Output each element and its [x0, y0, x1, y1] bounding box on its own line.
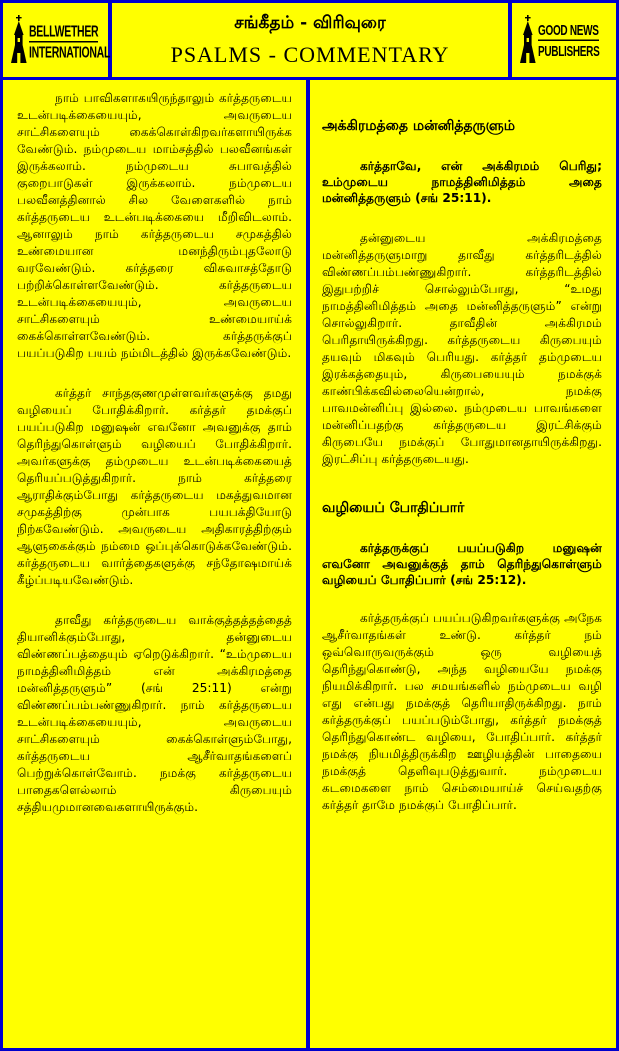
section-heading: வழியைப் போதிப்பார் — [322, 500, 465, 516]
english-title: PSALMS - COMMENTARY — [170, 42, 450, 67]
bellwether-logo-mark — [9, 15, 111, 65]
bellwether-subtitle: INTERNATIONAL — [29, 44, 111, 62]
page-header — [112, 3, 508, 77]
church-steeple-icon — [9, 15, 29, 65]
body-paragraph: நாம் பாவிகளாகயிருந்தாலும் கர்த்தருடைய உடன்படிக்கையையும், அவருடைய சாட்சிகளையும் கைக்கொள்கிறவர்களாயிருக்க வேண்டும். நம்முடைய மாம்சத்தில் பலவீனங்கள் இருக்கலாம். நம்முடைய சுபாவத்தில் குறைபாடுகள் இருக்கலாம். நம்முடைய பலவீனத்தினால் சில வேளைகளில் நாம் கர்த்தருடைய உடன்படிக்கையை மீறிவிடலாம். ஆனாலும் நாம் கர்த்தருடைய சமுகத்தில் உண்மையான மனந்திரும்புதலோடு வரவேண்டும். கர்த்தரை விசுவாசத்தோடு பற்றிக்கொள்ளவேண்டும். கர்த்தருடைய உடன்படிக்கையையும், அவருடைய சாட்சிகளையும் உண்மையாய்க் கைக்கொள்ளவேண்டும். கர்த்தருக்குப் பயப்படுகிற பயம் நம்மிடத்தில் இருக்கவேண்டும். — [17, 91, 292, 360]
section-heading: அக்கிரமத்தை மன்னித்தருளும் — [322, 118, 515, 134]
tamil-title: சங்கீதம் - விரிவுரை — [234, 13, 386, 33]
verse-quote: கர்த்தருக்குப் பயப்படுகிற மனுஷன் எவனோ அவனுக்குத் தாம் தெரிந்துகொள்ளும் வழியைப் போதிப்பார் (சங் 25:12). — [322, 541, 602, 587]
left-column — [3, 80, 306, 1048]
good-news-logo-mark — [518, 15, 612, 65]
good-news-logo — [512, 3, 616, 77]
body-paragraph: தன்னுடைய அக்கிரமத்தை மன்னித்தருளுமாறு தாவீது கர்த்தரிடத்தில் விண்ணப்பம்பண்ணுகிறார். கர்த்தரிடத்தில் இதுபற்றிச் சொல்லும்போது, “உமது நாமத்தினிமித்தம் அதை மன்னித்தருளும்” என்று சொல்லுகிறார். தாவீதின் அக்கிரமம் பெரிதாயிருக்கிறது. கர்த்தருடைய கிருபையும் தயவும் மிகவும் பெரியது. கர்த்தர் தம்முடைய இரக்கத்தையும், கிருபையையும் நமக்குக் காண்பிக்கவில்லையென்றால், நமக்கு பாவமன்னிப்பு இல்லை. நம்முடைய பாவங்களை மன்னிப்பதற்கு கர்த்தருடைய இரட்சிக்கும் கிருபையே நமக்குப் போதுமானதாயிருக்கிறது. இரட்சிப்பு கர்த்தருடையது. — [322, 231, 602, 466]
verse-quote: கர்த்தாவே, என் அக்கிரமம் பெரிது; உம்முடைய நாமத்தினிமித்தம் அதை மன்னித்தருளும் (சங் 25:11). — [322, 159, 602, 205]
good-news-name: GOOD NEWS — [538, 23, 599, 40]
body-paragraph: தாவீது கர்த்தருடைய வாக்குத்தத்தத்தைத் தியானிக்கும்போது, தன்னுடைய விண்ணப்பத்தையும் ஏறெடுக்கிறார். “உம்முடைய நாமத்தினிமித்தம் என் அக்கிரமத்தை மன்னித்தருளும்” (சங் 25:11) என்று விண்ணப்பம்பண்ணுகிறார். நாம் கர்த்தருடைய உடன்படிக்கையையும், அவருடைய சாட்சிகளையும் கைக்கொள்ளும்போது, கர்த்தருடைய ஆசீர்வாதங்களைப் பெற்றுக்கொள்வோம். நமக்கு கர்த்தருடைய பாதைகளெல்லாம் கிருபையும் சத்தியமுமானவைகளாயிருக்கும். — [17, 613, 292, 814]
body-paragraph: கர்த்தருக்குப் பயப்படுகிறவர்களுக்கு அநேக ஆசீர்வாதங்கள் உண்டு. கர்த்தர் நம் ஒவ்வொருவருக்கும் ஒரு வழியைத் தெரிந்துகொண்டு, அந்த வழியையே நமக்கு நியமிக்கிறார். பல சமயங்களில் நம்முடைய வழி எது என்பது நமக்குத் தெரியாதிருக்கிறது. நாம் கர்த்தருக்குப் பயப்படும்போது, கர்த்தர் நமக்குத் தெரிந்துகொண்ட வழியை, போதிப்பார். கர்த்தர் நமக்கு நியமித்திருக்கிற ஊழியத்தின் பாதையை நமக்குத் தெளிவுபடுத்துவார். நம்முடைய கடமைகளை நாம் செம்மையாய்ச் செய்வதற்கு கர்த்தர் தாமே நமக்குப் போதிப்பார். — [322, 611, 602, 812]
bellwether-logo — [3, 3, 111, 77]
body-paragraph: கர்த்தர் சாந்தகுணமுள்ளவர்களுக்கு தமது வழியைப் போதிக்கிறார். கர்த்தர் தமக்குப் பயப்படுகிற மனுஷன் எவனோ அவனுக்கு தாம் தெரிந்துகொள்ளும் வழியைப் போதிக்கிறார். அவர்களுக்கு தம்முடைய உடன்படிக்கையைத் தெரியப்படுத்துகிறார். நாம் கர்த்தரை ஆராதிக்கும்போது கர்த்தருடைய மகத்துவமான சமுகத்திற்கு முன்பாக பயபக்தியோடு நிற்கவேண்டும். அவருடைய அதிகாரத்திற்கும் ஆளுகைக்கும் நம்மை ஒப்புக்கொடுக்கவேண்டும். கர்த்தருடைய வார்த்தைகளுக்கு சந்தோஷமாய்க் கீழ்ப்படியவேண்டும். — [17, 386, 292, 587]
church-steeple-icon — [518, 15, 538, 65]
good-news-subtitle: PUBLISHERS — [538, 44, 600, 61]
right-column — [310, 80, 616, 1048]
bellwether-name: BELLWETHER — [29, 23, 99, 41]
